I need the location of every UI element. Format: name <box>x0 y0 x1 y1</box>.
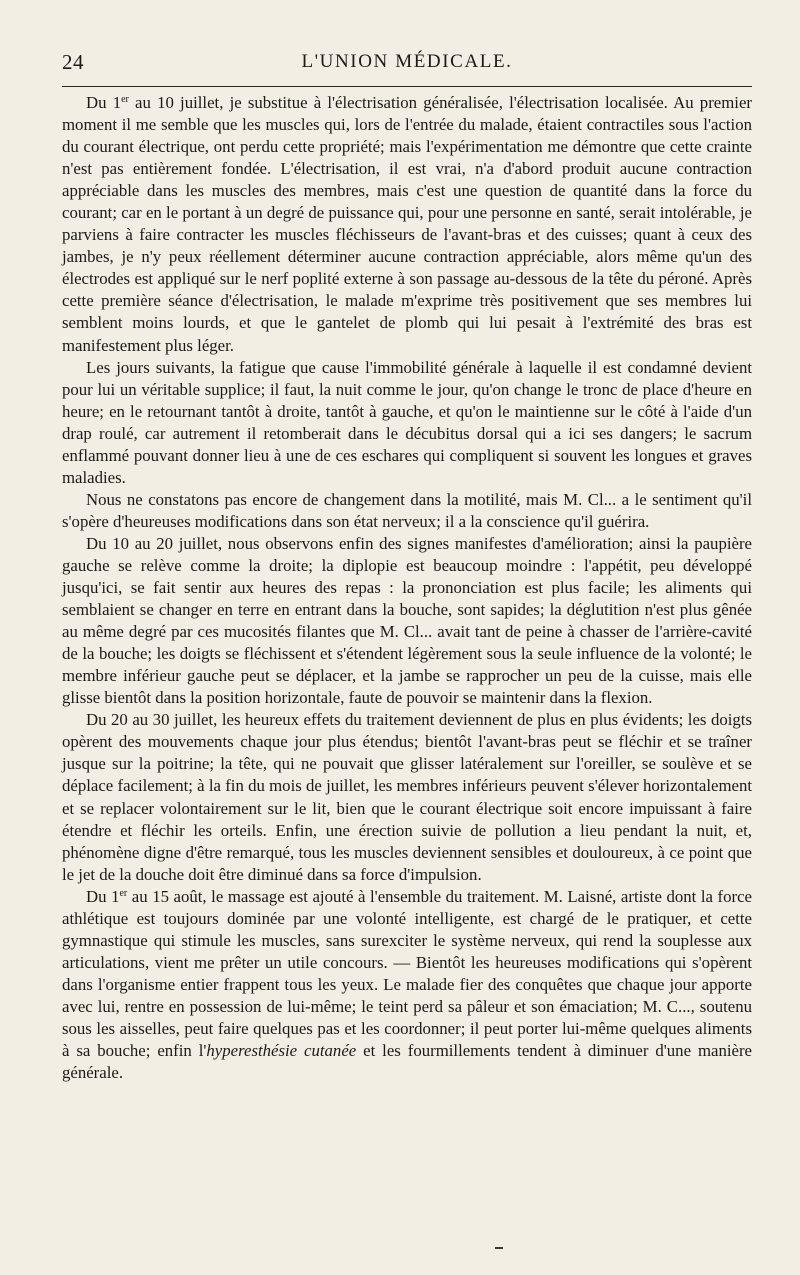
page-mark <box>495 1247 503 1249</box>
ordinal-superscript: er <box>119 887 128 899</box>
paragraph-6-text-end: et les fourmillements tendent à diminuer d'une manière générale. <box>62 1041 752 1083</box>
article-body <box>62 92 752 1084</box>
paragraph-6-text: au 15 août, le massage est ajouté à l'ensemble du traitement. M. Laisné, artiste dont la force athlétique est toujours dominée par une volonté intelligente, est chargé de le pratiquer, et cette gymnastique qui stimule les muscles, sans surexciter le système nerveux, qui rend la souplesse aux articulations, vient me prêter un utile concours. — Bientôt les heureuses modifications qui s'opèrent dans l'organisme entier frappent tous les yeux. Le malade fier des conquêtes que chaque jour apporte avec lui, rentre en possession de lui-même; le teint perd sa pâleur et son émaciation; M. C..., soutenu sous les aisselles, peut faire quelques pas et les coordonner; il peut porter lui-même quelques aliments à sa bouche; enfin l' <box>62 886 752 1061</box>
paragraph-1 <box>62 92 752 357</box>
paragraph-4: Du 10 au 20 juillet, nous observons enfin des signes manifestes d'amélioration; ainsi la paupière gauche se relève comme la droite; la diplopie est beaucoup moindre : l'appétit, peu développé jusqu'ici, se fait sentir aux heures des repas : la prononciation est plus facile; les aliments qui semblaient se changer en terre en entrant dans la bouche, sont sapides; la déglutition n'est plus gênée au même degré par ces mucosités filantes que M. Cl... avait tant de peine à chasser de l'arrière-cavité de la bouche; les doigts se fléchissent et s'étendent légèrement sous la seule influence de la volonté; le membre inférieur gauche peut se déplacer, et la jambe se rapprocher un peu de la cuisse, mais elle glisse bientôt dans la position horizontale, faute de pouvoir se maintenir dans la flexion. <box>62 533 752 708</box>
paragraph-3: Nous ne constatons pas encore de changement dans la motilité, mais M. Cl... a le sentiment qu'il s'opère d'heureuses modifications dans son état nerveux; il a la conscience qu'il guérira. <box>62 489 752 531</box>
running-title: L'UNION MÉDICALE. <box>301 51 513 72</box>
page-number: 24 <box>62 50 84 74</box>
paragraph-6 <box>62 886 752 1084</box>
header-rule <box>62 86 752 87</box>
page-header <box>62 48 752 78</box>
paragraph-2: Les jours suivants, la fatigue que cause l'immobilité générale à laquelle il est condamné devient pour lui un véritable supplice; il faut, la nuit comme le jour, qu'on change le tronc de place d'heure en heure; en le retournant tantôt à droite, tantôt à gauche, et qu'on le maintienne sur le côté à l'aide d'un drap roulé, car autrement il retomberait dans le décubitus dorsal qui a ici ses dangers; le sacrum enflammé pouvant donner lieu à une de ces eschares qui compliquent si souvent les longues et graves maladies. <box>62 357 752 487</box>
paragraph-1-start: Du 1 <box>86 93 122 112</box>
italic-term: hyperesthésie cutanée <box>206 1041 357 1061</box>
ordinal-superscript: er <box>121 94 129 105</box>
paragraph-6-start: Du 1 <box>86 886 120 906</box>
paragraph-1-text: au 10 juillet, je substitue à l'électrisation généralisée, l'électrisation localisée. Au premier moment il me semble que les muscles qui, lors de l'entrée du malade, étaient contractiles sous l'action du courant électrique, ont perdu cette propriété; mais l'expérimentation me démontre que cette crainte n'est pas entièrement fondée. L'électrisation, il est vrai, n'a d'abord produit aucune contraction appréciable dans les muscles des membres, mais c'est une question de quantité dans la force du courant; car en le portant à un degré de puissance qui, pour une personne en santé, serait intolérable, je parviens à faire contracter les muscles fléchisseurs de l'avant-bras et des cuisses; quant à ceux des jambes, je n'y peux réellement déterminer aucune contraction appréciable, alors même qu'un des électrodes est appliqué sur le nerf poplité externe à son passage au-dessous de la tête du péroné. Après cette première séance d'électrisation, le malade m'exprime très positivement que ses membres lui semblent moins lourds, et que le gantelet de plomb qui lui pesait à l'extrémité des bras est manifestement plus léger. <box>62 93 752 355</box>
paragraph-5: Du 20 au 30 juillet, les heureux effets du traitement deviennent de plus en plus évidents; les doigts opèrent des mouvements chaque jour plus étendus; bientôt l'avant-bras peut se fléchir et se traîner jusque sur la poitrine; la tête, qui ne pouvait que glisser latéralement sur l'oreiller, se soulève et se déplace facilement; à la fin du mois de juillet, les membres inférieurs peuvent s'élever horizontalement et se replacer volontairement sur le lit, bien que le courant électrique soit encore impuissant à faire étendre et fléchir les orteils. Enfin, une érection suivie de pollution a lieu pendant la nuit, et, phénomène digne d'être remarqué, tous les muscles deviennent sensibles et douloureux, à ce point que le jet de la douche doit être diminué dans sa force d'impulsion. <box>62 710 752 884</box>
